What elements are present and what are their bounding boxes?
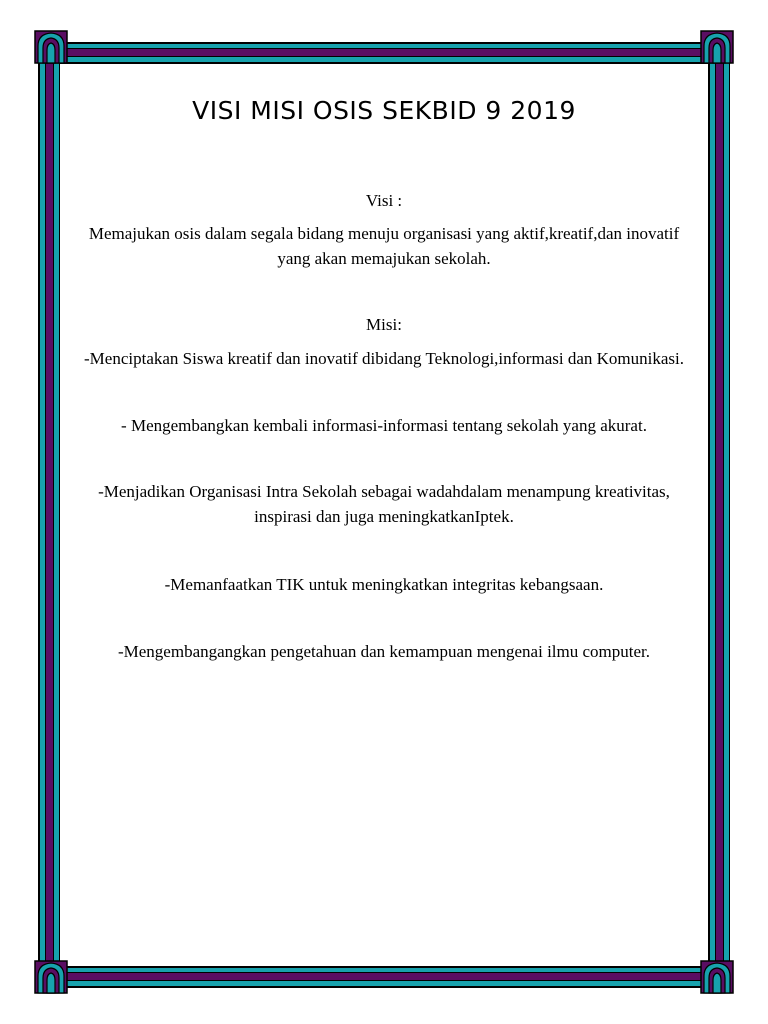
misi-item: -Menjadikan Organisasi Intra Sekolah sebagai wadahdalam menampung kreativitas, inspirasi dan juga meningkatkanIptek.: [98, 482, 670, 526]
border-top: [60, 42, 708, 64]
corner-arch-icon: [700, 30, 734, 64]
visi-heading: Visi :: [365, 191, 403, 210]
misi-item: -Mengembangangkan pengetahuan dan kemampuan mengenai ilmu computer.: [117, 642, 651, 661]
document-body: [84, 80, 684, 664]
page-title: VISI MISI OSIS SEKBID 9 2019: [192, 96, 576, 125]
corner-arch-icon: [34, 30, 68, 64]
misi-heading: Misi:: [366, 315, 402, 334]
corner-arch-icon: [700, 960, 734, 994]
misi-item: -Memanfaatkan TIK untuk meningkatkan integritas kebangsaan.: [164, 575, 604, 594]
misi-item: -Menciptakan Siswa kreatif dan inovatif dibidang Teknologi,informasi dan Komunikasi.: [84, 349, 684, 368]
misi-item: - Mengembangkan kembali informasi-informasi tentang sekolah yang akurat.: [121, 416, 647, 435]
border-right: [708, 62, 730, 966]
visi-text: Memajukan osis dalam segala bidang menuju organisasi yang aktif,kreatif,dan inovatif yang akan memajukan sekolah.: [88, 224, 680, 268]
corner-arch-icon: [34, 960, 68, 994]
border-left: [38, 62, 60, 966]
border-bottom: [60, 966, 708, 988]
